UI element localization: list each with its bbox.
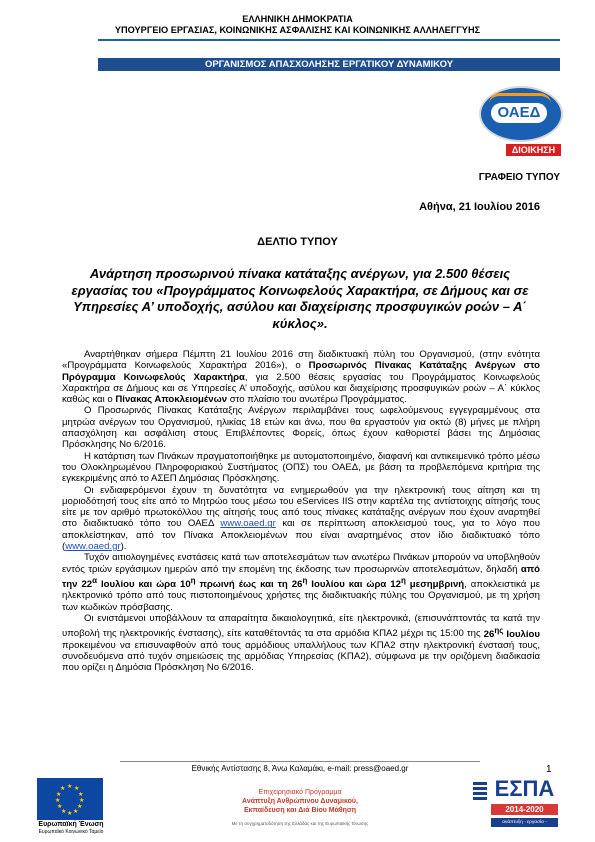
logo-text: ΟΑΕΔ (491, 103, 547, 123)
oaed-link-2[interactable]: www.oaed.gr (65, 541, 121, 553)
eu-label: Ευρωπαϊκή Ένωση (38, 821, 104, 828)
release-title: Ανάρτηση προσωρινού πίνακα κατάταξης ανέργων, για 2.500 θέσεις εργασίας του «Προγράμματος Κοινωφελούς Χαρακτήρα, σε Δήμους και σε Υπηρεσίες Α’ υποδοχής, ασύλου και διαχείρισης προσφυγικών ροών – Α΄ κύκλος». (71, 266, 529, 331)
organization-banner: ΟΡΓΑΝΙΣΜΟΣ ΑΠΑΣΧΟΛΗΣΗΣ ΕΡΓΑΤΙΚΟΥ ΔΥΝΑΜΙΚΟΥ (98, 58, 560, 71)
greek-flag-icon (473, 782, 487, 800)
header-divider (98, 39, 560, 41)
release-date: Αθήνα, 21 Ιουλίου 2016 (419, 201, 540, 213)
header-republic: ΕΛΛΗΝΙΚΗ ΔΗΜΟΚΡΑΤΙΑ (242, 14, 353, 24)
press-release-label: ΔΕΛΤΙΟ ΤΥΠΟΥ (257, 236, 338, 248)
footer-address: Εθνικής Αντίστασης 8, Άνω Καλαμάκι, e-mail: press@oaed.gr (191, 764, 409, 773)
oaed-logo (479, 86, 563, 142)
eu-flag-icon: ★ ★ ★ ★ ★ ★ ★ ★ ★ ★ ★ ★ (37, 778, 103, 820)
oaed-link[interactable]: www.oaed.gr (220, 518, 276, 530)
paragraph-3: Η κατάρτιση των Πινάκων πραγματοποιήθηκε με αυτοματοποιημένο, διαφανή και αντικειμενικό τρόπο μέσω του Ολοκληρωμένου Πληροφοριακού Συστήματος (ΟΠΣ) του ΟΑΕΔ, με βάση τα προβλεπόμενα κριτήρια της εγκεκριμένης από το ΑΣΕΠ Δημόσιας Πρόσκλησης. (62, 450, 540, 485)
paragraph-1: Αναρτήθηκαν σήμερα Πέμπτη 21 Ιουλίου 2016 στη διαδικτυακή πύλη του Οργανισμού, (στην ενότητα «Προγράμματα Κοινωφελούς Χαρακτήρα 2016»), ο Προσωρινός Πίνακας Κατάταξης Ανέργων στο Πρόγραμμα Κοινωφελούς Χαρακτήρα, για 2.500 θέσεις εργασίας του Προγράμματος Κοινωφελούς Χαρακτήρα σε Δήμους και σε Υπηρεσίες Α’ υποδοχής, ασύλου και διαχείρισης προσφυγικών ροών – Α΄ κύκλος καθώς και ο Πίνακας Αποκλειομένων στο πλαίσιο του ανωτέρω Προγράμματος. (62, 349, 540, 406)
esf-label: Ευρωπαϊκό Κοινωνικό Ταμείο (38, 829, 104, 835)
paragraph-4: Οι ενδιαφερόμενοι έχουν τη δυνατότητα να ενημερωθούν για την ηλεκτρονική τους αίτηση και τη μοριοδότησή τους είτε από το Μητρώο τους μέσω του eServices IIS στην καρτέλα της αντίστοιχης αίτησής τους είτε με τον αριθμό πρωτοκόλλου της αίτησής τους από τους πίνακες κατάταξης ανέργων που έχουν αναρτηθεί στο διαδικτυακό τόπο του ΟΑΕΔ www.oaed.gr και σε περίπτωση αποκλεισμού τους, για το λόγο που αποκλείστηκαν, από τον Πίνακα Αποκλειομένων που είναι αναρτημένος στον ίδιο διαδικτυακό τόπο (www.oaed.gr). (62, 484, 540, 553)
header-ministry: ΥΠΟΥΡΓΕΙΟ ΕΡΓΑΣΙΑΣ, ΚΟΙΝΩΝΙΚΗΣ ΑΣΦΑΛΙΣΗΣ ΚΑΙ ΚΟΙΝΩΝΙΚΗΣ ΑΛΛΗΛΕΓΓΥΗΣ (114, 25, 481, 35)
operational-programme: Επιχειρησιακό Πρόγραμμα Ανάπτυξη Ανθρώπινου Δυναμικού, Εκπαίδευση και Διά Βίου Μάθηση (242, 789, 358, 814)
paragraph-2: Ο Προσωρινός Πίνακας Κατάταξης Ανέργων περιλαμβάνει τους ωφελούμενους εγγεγραμμένους στα μητρώα ανέργων του Οργανισμού, ηλικίας 18 ετών και άνω, που θα εργαστούν για οκτώ (8) μήνες με πλήρη απασχόληση και ασφάλιση στους Επιβλέποντες Φορείς, όπως έχουν καθοριστεί βάσει της Δημόσιας Πρόσκλησης Νο 6/2016. (62, 405, 540, 451)
page-number: 1 (546, 764, 552, 775)
espa-logo: ΕΣΠΑ 2014-2020 ανάπτυξη - εργασία - αλληλεγγύη (487, 776, 562, 834)
release-body (62, 349, 540, 674)
footer-divider (120, 761, 480, 762)
paragraph-5: Τυχόν αιτιολογημένες ενστάσεις κατά των αποτελεσμάτων των ανωτέρω Πινάκων μπορούν να υποβληθούν εντός τριών εργάσιμων ημερών από την επομένη της έκδοσης των προσωρινών αποτελεσμάτων, δηλαδή από την $22^\alpha$ Ιουλίου και ώρα $10^\eta$ πρωινή έως και τη $26^\eta$ Ιουλίου και ώρα $12^\eta$ μεσημβρινή, αποκλειστικά με ηλεκτρονικό τρόπο από τους πιστοποιημένους χρήστες της διαδικτυακής πύλης του Οργανισμού, με τη χρήση των κωδικών πρόσβασης. (62, 552, 541, 613)
press-office: ΓΡΑΦΕΙΟ ΤΥΠΟΥ (478, 172, 560, 183)
cofinancing-note: Με τη συγχρηματοδότηση της Ελλάδας και της Ευρωπαϊκής Ένωσης (231, 821, 369, 826)
paragraph-6: Οι ενιστάμενοι υποβάλλουν τα απαραίτητα δικαιολογητικά, είτε ηλεκτρονικά, (επισυνάπτοντάς τα κατά την υποβολή της ηλεκτρονικής ένστασης), είτε καταθέτοντάς τα στα αρμόδια ΚΠΑ2 μέχρι τις 15:00 της $26^{\eta\varsigma}$ Ιουλίου προκειμένου να επισυναφθούν από τους αρμόδιους υπαλλήλους των ΚΠΑ2 στην ηλεκτρονική ένστασή τους, συνοδευόμενα από τυχόν σημειώσεις της αρμόδιας Υπηρεσίας (ΚΠΑ2), σύμφωνα με την οριζόμενη διαδικασία που ορίζει η Δημόσια Πρόσκληση Νο 6/2016. (62, 613, 540, 674)
admin-badge: ΔΙΟΙΚΗΣΗ (506, 144, 561, 156)
